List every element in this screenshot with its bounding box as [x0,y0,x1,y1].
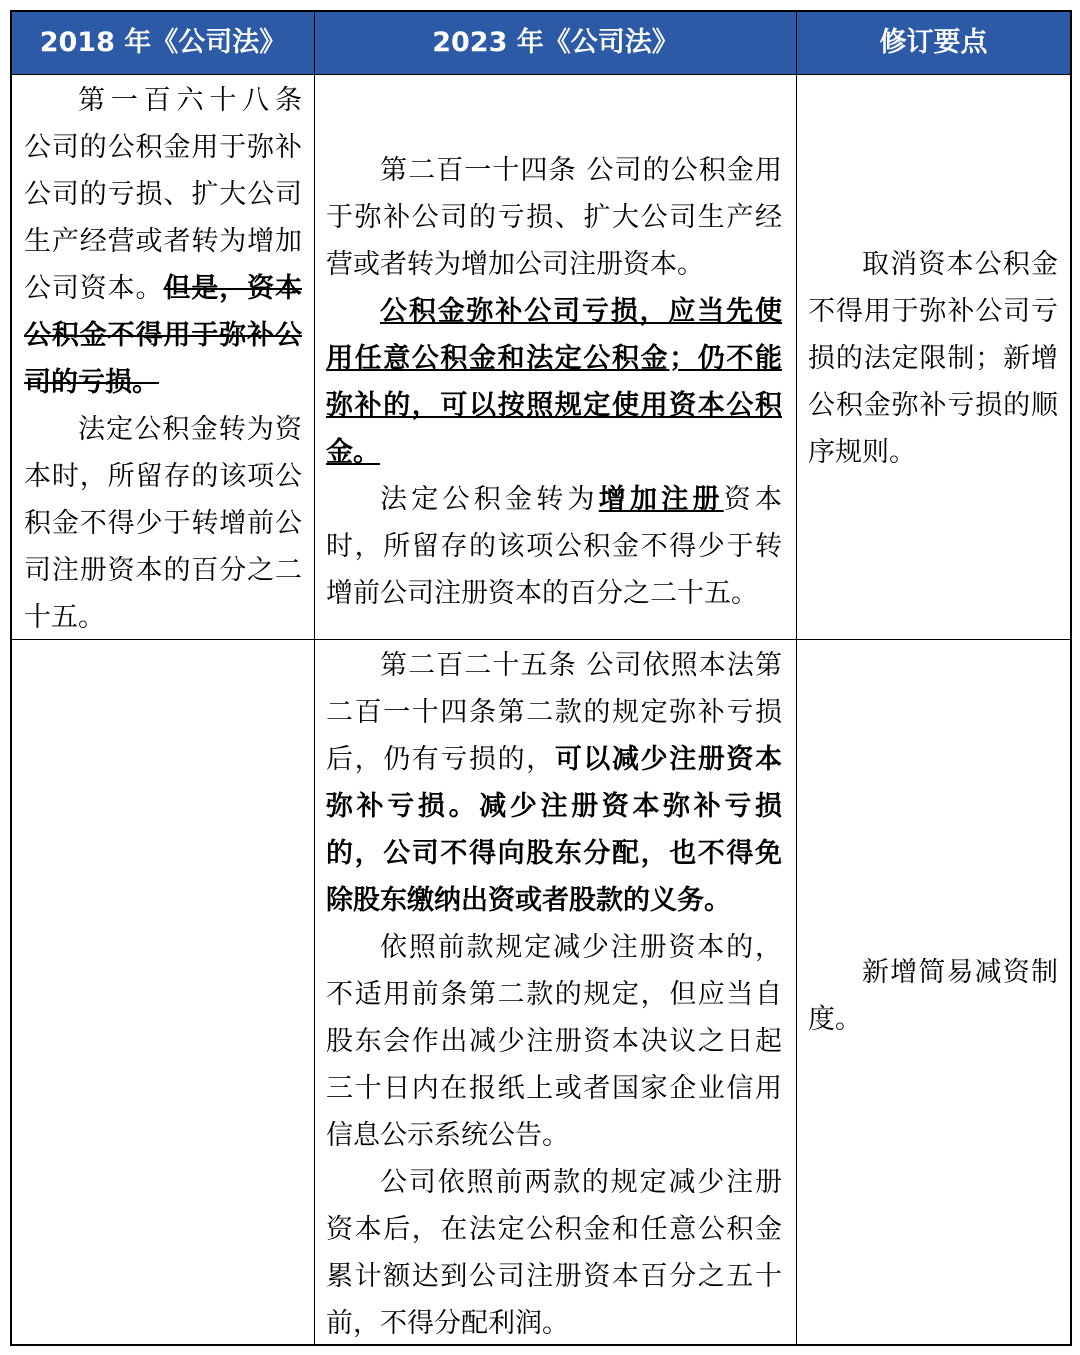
header-2018-law: 2018 年《公司法》 [39,27,287,58]
row2-revision-point-cell [808,949,1058,1043]
row1-new-p3-start: 法定公积金转为 [380,484,599,515]
header-2023-law: 2023 年《公司法》 [432,27,679,58]
row1-new-p3-end: 资本时，所留存的该项公积金不得少于转增前公司注册资本的百分之二十五。 [326,484,782,609]
row1-old-paragraph-2: 法定公积金转为资本时，所留存的该项公积金不得少于转增前公司注册资本的百分之二十五。 [24,414,302,633]
row1-new-law-cell [326,147,782,617]
comparison-table [10,10,1072,1346]
row1-new-added-text: 公积金弥补公司亏损，应当先使用任意公积金和法定公积金；仍不能弥补的，可以按照规定使用资本公积金。 [326,296,782,468]
row1-new-p3-bold: 增加注册 [598,484,724,515]
row2-new-paragraph-1 [326,642,782,924]
row1-old-text: 第一百六十八条 公司的公积金用于弥补公司的亏损、扩大公司生产经营或者转为增加公司资本。 [24,85,302,304]
row1-new-paragraph-1: 第二百一十四条 公司的公积金用于弥补公司的亏损、扩大公司生产经营或者转为增加公司注册资本。 [326,155,782,280]
table-header [12,12,1070,75]
row2-new-law-cell [326,642,782,1347]
row1-old-deleted-text: 但是，资本公积金不得用于弥补公司的亏损。 [24,273,303,398]
row1-old-law-cell [24,77,302,641]
row1-new-paragraph-2 [326,288,782,476]
row1-old-paragraph-1 [24,77,302,406]
row2-new-p1-start: 第二百二十五条 公司依照本法第二百一十四条第二款的规定弥补亏损后，仍有亏损的， [326,650,782,775]
row1-revision-point: 取消资本公积金不得用于弥补公司亏损的法定限制；新增公积金弥补亏损的顺序规则。 [808,249,1058,468]
row2-new-paragraph-3: 公司依照前两款的规定减少注册资本后，在法定公积金和任意公积金累计额达到公司注册资本百分之五十前，不得分配利润。 [326,1167,782,1339]
row2-new-paragraph-2: 依照前款规定减少注册资本的，不适用前条第二款的规定，但应当自股东会作出减少注册资本决议之日起三十日内在报纸上或者国家企业信用信息公示系统公告。 [326,932,782,1151]
row1-new-paragraph-3 [326,476,782,617]
row2-new-p1-bold: 可以减少注册资本弥补亏损。减少注册资本弥补亏损的，公司不得向股东分配，也不得免除股东缴纳出资或者股款的义务。 [326,744,783,916]
column-divider-2 [796,12,797,1344]
row1-revision-point-cell [808,241,1058,476]
column-divider-1 [314,12,315,1344]
header-revision-points: 修订要点 [879,27,988,58]
row2-revision-point: 新增简易减资制度。 [808,957,1058,1035]
